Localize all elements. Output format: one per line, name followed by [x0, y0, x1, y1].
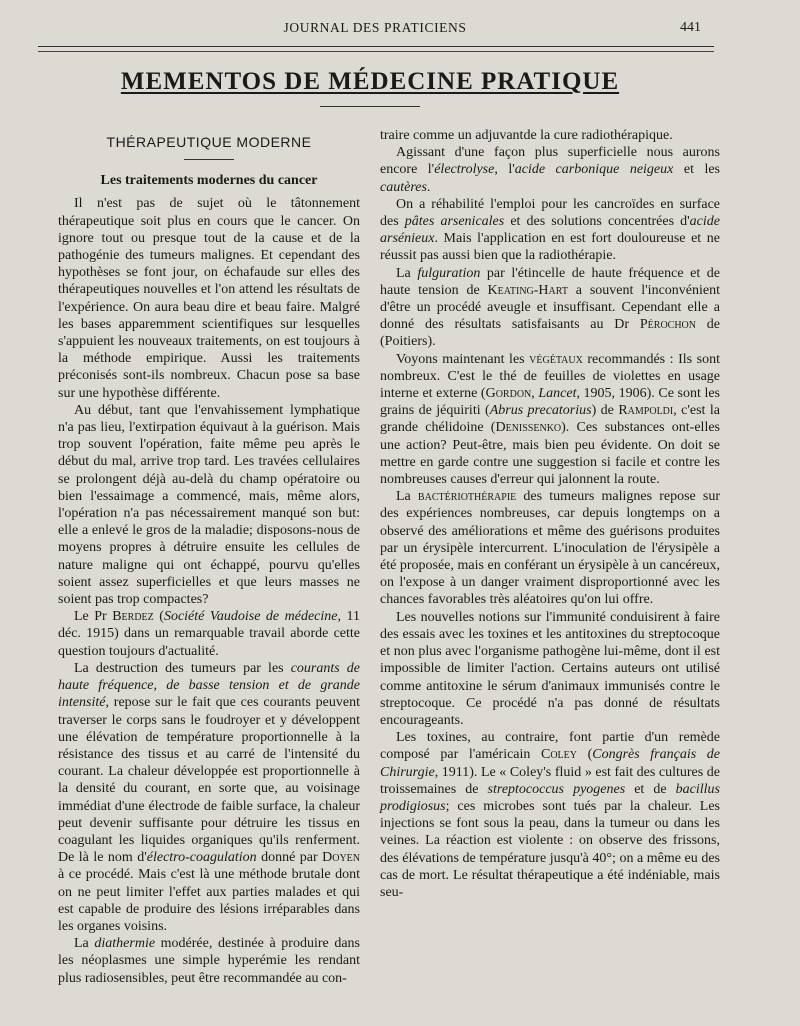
paragraph: Les toxines, au contraire, font partie d'un remède composé par l'américain Coley (Congrès français de Chirurgie, 1911). Le « Coley's fluid » est fait des cultures de troissemaines de streptococcus pyogenes et de bacillus prodigiosus; ces microbes sont tués par la chaleur. Les injections se font sous la peau, dans la tumeur ou dans les veines. La réaction est violente : on observe des frissons, des élévations de température jusqu'à 40°; on a même eu des cas de mort. Le résultat thérapeutique a été indéniable, mais seu- [380, 730, 720, 900]
paragraph: Il n'est pas de sujet où le tâtonnement thérapeutique soit plus en cours que le cancer. On ignore tout ou presque tout de la cause et de la pathogénie des tumeurs malignes. Et cependant des hypothèses se font jour, on échafaude sur elles des thérapeutiques nouvelles et l'on attend les résultats de l'expérience. On aura beau dire et beau faire. Malgré les bases apparemment scientifiques sur lesquelles s'appuient les nouveaux traitements, on est toujours à la méthode empirique. Aussi les traitements préconisés sont-ils nombreux. Chacun pose sa base sur une hypothèse différente. [58, 196, 360, 401]
paragraph: La bactériothérapie des tumeurs malignes repose sur des expériences nombreuses, car depuis longtemps on a observé des améliorations et même des guérisons produites par un érysipèle intercurrent. L'inoculation de l'érysipèle a été proposée, mais en conférant un érysipèle à un cancéreux, on l'expose à un danger vraiment disproportionné avec les chances favorables très aléatoires qu'on lui offre. [380, 489, 720, 608]
paragraph: Agissant d'une façon plus superficielle nous aurons encore l'électrolyse, l'acide carbonique neigeux et les cautères. [380, 145, 720, 195]
paragraph: Voyons maintenant les végétaux recommandés : Ils sont nombreux. C'est le thé de feuilles de violettes en usage interne et externe (Gordon, Lancet, 1905, 1906). Ce sont les grains de jéquiriti (Abrus precatorius) de Rampoldi, c'est la grande chélidoine (Denissenko). Ces substances ont-elles une action? Peut-être, mais bien peu évidente. On doit se mettre en garde contre une suggestion si facile et contre les nombreuses causes d'erreur qui jalonnent la route. [380, 351, 721, 488]
paragraph: Les nouvelles notions sur l'immunité conduisirent à faire des essais avec les toxines et les antitoxines du streptocoque et non plus avec l'organisme pathogène lui-même, dont il est impossible de limiter l'action. Certains auteurs ont utilisé comme antitoxine le sérum d'animaux immunisés contre le streptocoque. Ce procédé n'a pas donné de résultats encourageants. [380, 609, 720, 728]
paragraph: traire comme un adjuvantde la cure radiothérapique. [380, 128, 673, 143]
left-column [58, 134, 360, 987]
section-heading: THÉRAPEUTIQUE MODERNE [106, 134, 312, 150]
header-rule-thin [38, 51, 714, 52]
page-number: 441 [680, 20, 701, 35]
paragraph: Le Pr Berdez (Société Vaudoise de médecine, 11 déc. 1915) dans un remarquable travail aborde cette question toujours d'actualité. [58, 609, 360, 659]
page-title: MEMENTOS DE MÉDECINE PRATIQUE [120, 68, 620, 95]
paragraph: La fulguration par l'étincelle de haute fréquence et de haute tension de Keating-Hart a souvent l'inconvénient d'être un procédé aveugle et insuffisant. Cependant elle a donné des résultats satisfaisants au Dr Pérochon de (Poitiers). [380, 265, 720, 350]
section-rule [184, 159, 234, 160]
paragraph: La diathermie modérée, destinée à produire dans les néoplasmes une simple hyperémie les rendant plus radiosensibles, peut être recommandée au con- [58, 936, 360, 986]
title-rule [320, 106, 420, 107]
running-head: JOURNAL DES PRATICIENS [283, 20, 467, 35]
paragraph: La destruction des tumeurs par les courants de haute fréquence, de basse tension et de grande intensité, repose sur le fait que ces courants peuvent traverser le corps sans le foudroyer et y développent une élévation de température proportionnelle à la résistance des tissus et au carré de l'intensité du courant. La chaleur développée est proportionnelle à la densité du courant, en sorte que, au voisinage immédiat d'une électrode de faible surface, la chaleur peut devenir suffisante pour détruire les tissus en coagulant les liquides organiques qu'ils renferment. De là le nom d'électro-coagulation donné par Doyen à ce procédé. Mais c'est là une méthode brutale dont on ne peut limiter l'effet aux parties malades et qui est capable de produire des lésions irréparables dans les organes voisins. [58, 660, 361, 934]
paragraph: On a réhabilité l'emploi pour les cancroïdes en surface des pâtes arsenicales et des solutions concentrées d'acide arsénieux. Mais l'application en est fort douloureuse et ne réussit pas aussi bien que la radiothérapie. [380, 196, 720, 264]
paragraph: Au début, tant que l'envahissement lymphatique n'a pas lieu, l'extirpation équivaut à la guérison. Mais trop souvent l'opération, faite même peu après le début du mal, arrive trop tard. Les travées cellulaires se prolongent déjà au-delà du champ opératoire ou bien l'essaimage a commencé, mais, même alors, l'opération n'a pas nécessairement manqué son but: elle a enlevé le gros de la maladie; disposons-nous de moyens propres à détruire ensuite les cellules de nature maligne qui ont échappé, pourvu qu'elles soient assez superficielles et que leurs masses ne soient pas trop compactes? [58, 402, 360, 608]
header-rule [38, 46, 714, 47]
right-column [380, 127, 720, 901]
article-subheading: Les traitements modernes du cancer [100, 173, 318, 189]
